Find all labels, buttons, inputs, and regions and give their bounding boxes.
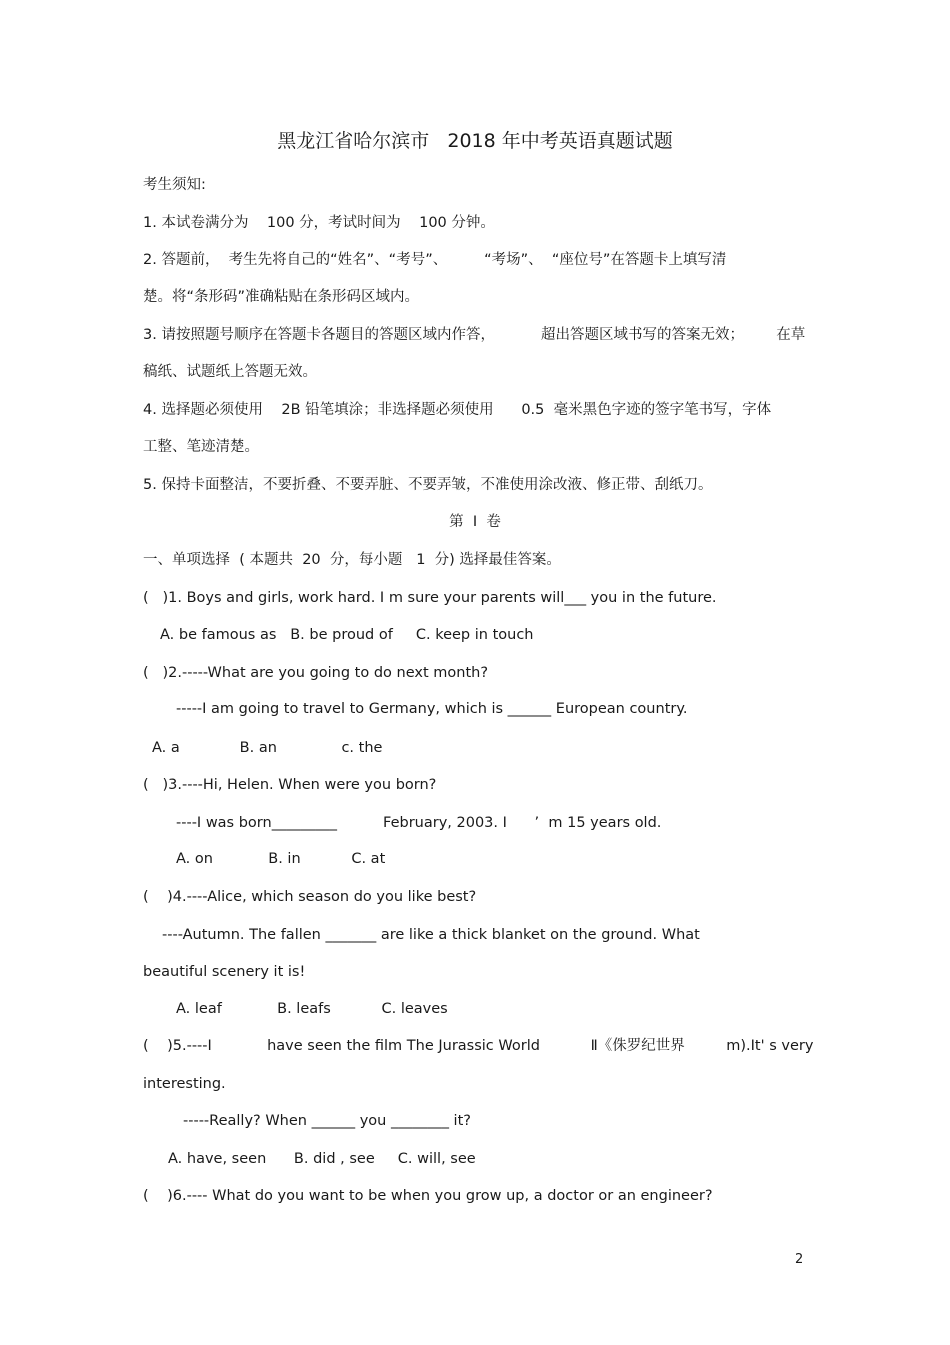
- question-line: ----I was born_________ February, 2003. I ’ m 15 years old.: [176, 815, 662, 831]
- question-options: A. have, seen B. did , see C. will, see: [168, 1151, 476, 1167]
- question-line: ----Autumn. The fallen _______ are like a thick blanket on the ground. What: [162, 927, 700, 943]
- question-line: -----Really? When ______ you ________ it?: [183, 1113, 471, 1129]
- volume-heading: 第 I 卷: [449, 514, 501, 530]
- question-line: ( )6.---- What do you want to be when you grow up, a doctor or an engineer?: [143, 1188, 713, 1204]
- notice-item: 楚。将“条形码”准确粘贴在条形码区域内。: [143, 289, 420, 305]
- question-line: -----I am going to travel to Germany, which is ______ European country.: [176, 701, 688, 717]
- notice-item: 1. 本试卷满分为 100 分，考试时间为 100 分钟。: [143, 215, 495, 231]
- question-options: A. leaf B. leafs C. leaves: [176, 1001, 448, 1017]
- notice-item: 工整、笔迹清楚。: [143, 439, 259, 455]
- question-options: A. be famous as B. be proud of C. keep in touch: [160, 627, 534, 643]
- page-number: 2: [795, 1252, 804, 1267]
- question-options: A. on B. in C. at: [176, 851, 386, 867]
- question-line: interesting.: [143, 1076, 226, 1092]
- question-line: ( )4.----Alice, which season do you like best?: [143, 889, 477, 905]
- question-line: ( )1. Boys and girls, work hard. I m sure your parents will___ you in the future.: [143, 590, 717, 606]
- page-title: 黑龙江省哈尔滨市 2018 年中考英语真题试题: [277, 130, 673, 152]
- notice-item: 4. 选择题必须使用 2B 铅笔填涂；非选择题必须使用 0.5 毫米黑色字迹的签字笔书写，字体: [143, 402, 772, 418]
- notice-heading: 考生须知:: [143, 177, 206, 193]
- section-heading: 一、单项选择 ( 本题共 20 分，每小题 1 分) 选择最佳答案。: [143, 552, 561, 568]
- question-line: ( )5.----I have seen the film The Jurassic World Ⅱ《侏罗纪世界 m).It' s very: [143, 1038, 814, 1054]
- notice-item: 5. 保持卡面整洁，不要折叠、不要弄脏、不要弄皱，不准使用涂改液、修正带、刮纸刀。: [143, 477, 713, 493]
- notice-item: 3. 请按照题号顺序在答题卡各题目的答题区域内作答， 超出答题区域书写的答案无效； 在草: [143, 327, 806, 343]
- question-line: beautiful scenery it is!: [143, 964, 306, 980]
- notice-item: 2. 答题前， 考生先将自己的“姓名”、“考号”、 “考场”、 “座位号”在答题卡上填写清: [143, 252, 727, 268]
- question-line: ( )2.-----What are you going to do next month?: [143, 665, 489, 681]
- question-line: ( )3.----Hi, Helen. When were you born?: [143, 777, 437, 793]
- notice-item: 稿纸、试题纸上答题无效。: [143, 364, 317, 380]
- question-options: A. a B. an c. the: [152, 740, 383, 756]
